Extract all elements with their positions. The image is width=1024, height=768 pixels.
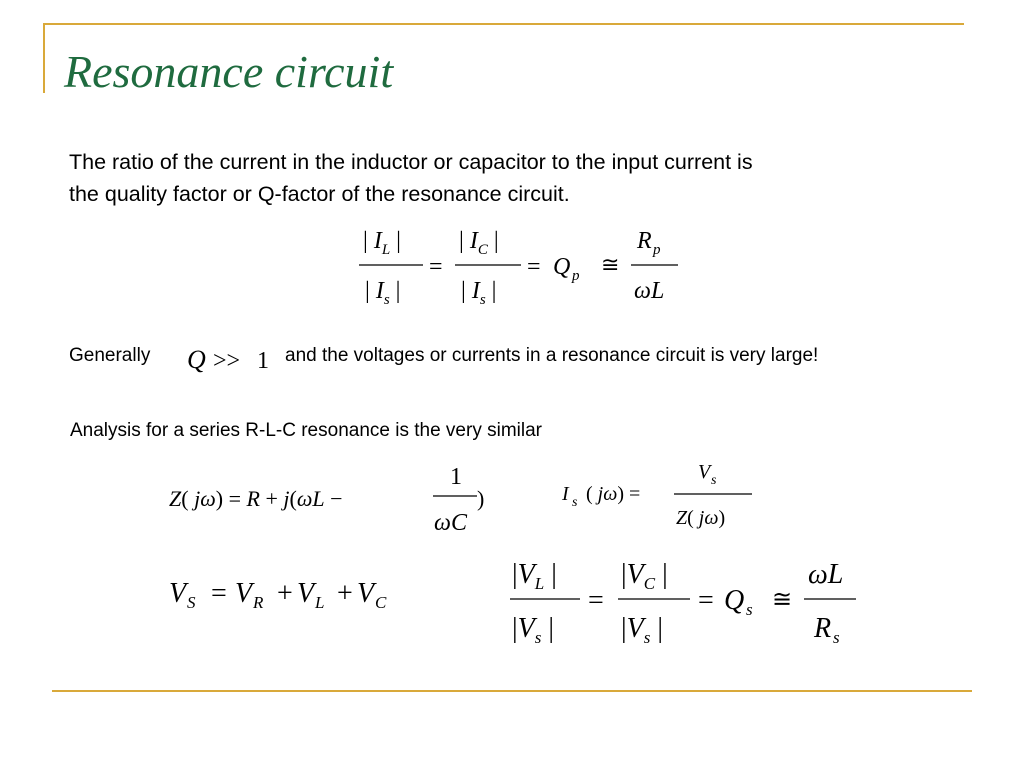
svg-text:s: s	[711, 473, 717, 488]
svg-text:): )	[477, 486, 485, 511]
svg-text:| IL |: | $I_L$ |	[363, 228, 401, 258]
kvl-equation	[165, 568, 445, 623]
svg-text:ωL: ωL	[634, 278, 665, 304]
svg-text:s: s	[572, 495, 578, 510]
svg-text:Z( jω): Z( jω)	[676, 507, 726, 529]
svg-text:V: V	[698, 461, 711, 483]
svg-text:R: R	[253, 593, 264, 612]
svg-text:|VL |: $|V_L$ |	[512, 559, 557, 593]
svg-text:p: p	[653, 242, 661, 258]
source-current-equation	[560, 458, 760, 543]
svg-text:≅: ≅	[601, 252, 620, 277]
svg-text:ωC: ωC	[434, 510, 467, 536]
svg-text:I: I	[562, 483, 569, 505]
frame-top-rule	[43, 23, 964, 25]
svg-text:1: 1	[257, 348, 269, 374]
svg-text:| IC |: | $I_C$ |	[459, 228, 499, 258]
svg-text:p: p	[572, 268, 580, 284]
svg-text:|Vs |: $|V_s$ |	[621, 613, 663, 647]
intro-line-1: The ratio of the current in the inductor or capacitor to the input current is	[69, 150, 753, 174]
svg-text:+: +	[277, 578, 293, 609]
svg-text:+: +	[337, 578, 353, 609]
svg-text:=: =	[429, 254, 443, 280]
svg-text:s: s	[833, 628, 840, 647]
svg-text:R: R	[637, 228, 652, 254]
svg-text:Q: Q	[187, 345, 206, 374]
svg-text:s: s	[746, 600, 753, 619]
qp-equation	[355, 222, 695, 317]
svg-text:V: V	[297, 578, 315, 609]
frame-left-rule	[43, 23, 45, 93]
impedance-equation	[165, 458, 495, 543]
intro-paragraph	[69, 146, 753, 210]
svg-text:( jω) =: ( jω) =	[586, 483, 641, 505]
svg-text:Z( jω) = R + j(ωL −: Z( jω) = R + j(ωL −	[169, 486, 343, 511]
svg-text:ωL: ωL	[808, 559, 844, 590]
svg-text:S: S	[187, 593, 196, 612]
svg-text:V: V	[169, 578, 187, 609]
svg-text:|VC |: $|V_C$ |	[621, 559, 668, 593]
svg-text:=: =	[211, 578, 227, 609]
svg-text:| Is |: | $I_s$ |	[461, 278, 497, 308]
q-condition	[183, 340, 278, 381]
qs-equation	[508, 553, 868, 658]
svg-text:>>: >>	[213, 348, 241, 374]
svg-text:R: R	[814, 613, 832, 644]
svg-text:V: V	[357, 578, 375, 609]
svg-text:1: 1	[450, 464, 462, 490]
svg-text:Q: Q	[724, 585, 745, 616]
intro-line-2: the quality factor or Q-factor of the resonance circuit.	[69, 182, 570, 206]
svg-text:L: L	[315, 593, 325, 612]
analysis-label: Analysis for a series R-L-C resonance is the very similar	[70, 420, 542, 441]
svg-text:=: =	[588, 585, 604, 616]
svg-text:C: C	[375, 593, 387, 612]
svg-text:V: V	[235, 578, 253, 609]
svg-text:| Is |: | $I_s$ |	[365, 278, 401, 308]
slide-title: Resonance circuit	[64, 46, 394, 97]
svg-text:|Vs |: $|V_s$ |	[512, 613, 554, 647]
svg-text:≅: ≅	[772, 587, 793, 613]
svg-text:=: =	[698, 585, 714, 616]
generally-label: Generally	[69, 345, 151, 366]
generally-tail: and the voltages or currents in a resonance circuit is very large!	[285, 345, 819, 366]
frame-bottom-rule	[52, 690, 972, 692]
svg-text:=: =	[527, 254, 541, 280]
svg-text:Q: Q	[553, 254, 571, 280]
